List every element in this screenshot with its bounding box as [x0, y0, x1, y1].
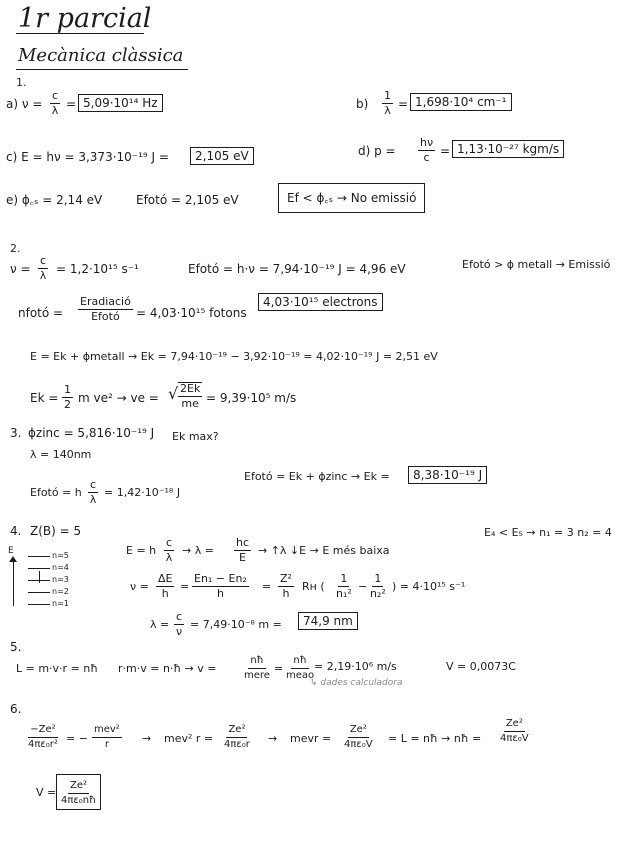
p4-energy-axis: [13, 562, 14, 606]
p5-l-line: L = m·v·r = nħ: [16, 662, 98, 675]
p4-energy-fraction-1: [164, 537, 174, 564]
p4-energy-fraction-2: [234, 537, 251, 564]
p4-nu-fraction-2: [192, 573, 249, 600]
p3-ek-max: Ek max?: [172, 430, 219, 443]
p4-nu-fraction-5-den: n₂²: [370, 587, 386, 600]
p1b-result-box: 1,698·10⁴ cm⁻¹: [410, 93, 512, 111]
p5-v-value: = 2,19·10⁶ m/s: [314, 660, 397, 673]
title-underline: [16, 33, 144, 34]
p4-energy-c: → ↑λ ↓E → E més baixa: [258, 544, 390, 557]
problem-1-number: 1.: [16, 76, 27, 89]
p5-v-fraction-2-num: nħ: [291, 655, 308, 669]
p6-fraction-2-num: mev²: [92, 724, 122, 738]
p4-energy-fraction-1-den: λ: [165, 551, 173, 564]
p1d-fraction-den: c: [423, 151, 430, 164]
p2-nu-fraction-den: λ: [39, 269, 47, 282]
p2-nfoto-label: nfotó =: [18, 306, 64, 320]
p5-v-fraction-1-num: nħ: [248, 655, 265, 669]
p1b-fraction: [382, 90, 393, 117]
p4-nu-minus: −: [358, 580, 368, 593]
p1d-result-box: 1,13·10⁻²⁷ kgm/s: [452, 140, 564, 158]
p4-level-line-1: [28, 604, 50, 605]
p4-nu-equals-1: =: [180, 580, 190, 593]
p4-transition-arrow: [39, 571, 40, 583]
p1a-fraction-num: c: [52, 89, 59, 102]
p1a-fraction: [50, 90, 60, 117]
section-title: Mecànica clàssica: [18, 45, 184, 66]
p1a-fraction-den: λ: [51, 104, 59, 117]
p1e-result-box: Ef < ϕ꜀ₛ → No emissió: [278, 183, 425, 213]
p6-arrow-1: →: [142, 732, 152, 745]
p1d-fraction: [418, 137, 435, 164]
p2-nfoto-fraction-den: Efotó: [91, 310, 120, 323]
p4-level-line-2: [28, 592, 50, 593]
page-title: 1r parcial: [18, 3, 152, 34]
problem-6-number: 6.: [10, 702, 22, 716]
p6-mevr: mevr =: [290, 732, 332, 745]
p6-v-fraction-den: 4πε₀nħ: [61, 795, 97, 806]
p4-lambda-result-box: 74,9 nm: [298, 612, 358, 630]
p2-nfoto-result-box: 4,03·10¹⁵ electrons: [258, 293, 383, 311]
p2-ek-rest: m ve² → ve =: [78, 391, 159, 405]
p1a-label: a) ν =: [6, 97, 43, 111]
p1d-label: d) p =: [358, 144, 396, 158]
p4-nu-fraction-1-den: h: [161, 587, 169, 600]
p4-nu-result: ) = 4·10¹⁵ s⁻¹: [392, 580, 466, 593]
p6-fraction-2-den: r: [104, 739, 109, 750]
p6-mid: mev² r =: [164, 732, 214, 745]
p4-lambda-fraction-num: c: [176, 610, 183, 623]
p6-fraction-1-num: −Ze²: [28, 724, 57, 738]
p6-fraction-3-num: Ze²: [226, 724, 247, 738]
p4-z-line: Z(B) = 5: [30, 524, 82, 538]
p5-v-fraction-1-den: mere: [244, 670, 270, 681]
p6-fraction-1-den: 4πε₀r²: [28, 739, 58, 750]
p4-level-line-4: [28, 568, 50, 569]
p5-v-fraction-1: [244, 655, 270, 682]
p2-energy-balance: E = Ek + ϕmetall → Ek = 7,94·10⁻¹⁹ − 3,92·10⁻¹⁹ = 4,02·10⁻¹⁹ J = 2,51 eV: [30, 350, 438, 363]
p3-efoto-value: = 1,42·10⁻¹⁸ J: [104, 486, 181, 499]
p1d-equals: =: [440, 144, 451, 158]
p6-fraction-4-num: Ze²: [348, 724, 369, 738]
p6-tail: = L = nħ → nħ =: [388, 732, 482, 745]
p4-level-line-5: [28, 556, 50, 557]
problem-3-number: 3.: [10, 426, 22, 440]
p2-ve-fraction-den: me: [181, 397, 199, 410]
p1b-label: b): [356, 97, 369, 111]
p4-level-label-2: n=2: [52, 587, 69, 596]
problem-2-number: 2.: [10, 242, 21, 255]
p1b-equals: =: [398, 97, 409, 111]
p3-efoto-fraction-num: c: [90, 478, 97, 491]
p3-result-box: 8,38·10⁻¹⁹ J: [408, 466, 487, 484]
p2-ve-fraction: [178, 382, 202, 410]
p1c-result-box: 2,105 eV: [190, 147, 254, 165]
p4-level-label-3: n=3: [52, 575, 69, 584]
p3-efoto-label: Efotó = h: [30, 486, 82, 499]
p3-efoto-fraction-den: λ: [89, 493, 97, 506]
p2-nfoto-value: = 4,03·10¹⁵ fotons: [136, 306, 247, 320]
p6-equals-minus: = −: [66, 732, 88, 745]
p4-nu-fraction-3: [278, 573, 294, 600]
p2-nu-fraction: [38, 255, 48, 282]
p2-ek-fraction: [62, 384, 73, 411]
p2-ek-fraction-num: 1: [64, 383, 71, 396]
p6-fraction-5-den: 4πε₀V: [500, 733, 529, 744]
p6-v-fraction: [61, 780, 96, 807]
p1c-line: c) E = hν = 3,373·10⁻¹⁹ J =: [6, 150, 169, 164]
p4-lambda-label: λ =: [150, 618, 170, 631]
p4-nu-equals-2: =: [262, 580, 272, 593]
p4-nu-fraction-4-num: 1: [340, 572, 348, 585]
section-underline: [16, 69, 188, 70]
p5-v-over-c: V = 0,0073C: [446, 660, 516, 673]
p1b-fraction-num: 1: [384, 89, 391, 102]
p3-phi-line: ϕzinc = 5,816·10⁻¹⁹ J: [28, 426, 155, 440]
p2-ek-label: Ek =: [30, 391, 59, 405]
p4-energy-b: → λ =: [182, 544, 214, 557]
p5-v-fraction-2-den: meao: [286, 670, 315, 681]
p6-fraction-1: [28, 724, 58, 751]
p4-nu-fraction-3-den: h: [282, 587, 290, 600]
p4-nu-fraction-4: [336, 573, 352, 600]
p4-condition: E₄ < E₅ → n₁ = 3 n₂ = 4: [484, 526, 612, 539]
p4-lambda-fraction-den: ν: [175, 625, 183, 638]
p4-level-label-5: n=5: [52, 551, 69, 560]
p3-lambda-line: λ = 140nm: [30, 448, 92, 461]
p2-nu-label: ν =: [10, 262, 31, 276]
p4-energy-fraction-1-num: c: [166, 536, 173, 549]
p2-ve-value: = 9,39·10⁵ m/s: [206, 391, 297, 405]
p1d-fraction-num: hν: [420, 136, 434, 149]
p6-fraction-2: [92, 724, 122, 751]
p4-energy-axis-label: E: [8, 546, 14, 556]
arrow-up-icon: [9, 556, 17, 562]
p4-nu-fraction-1-num: ΔE: [158, 572, 173, 585]
p6-v-result-box: [56, 774, 101, 810]
p1a-result-box: 5,09·10¹⁴ Hz: [78, 94, 163, 112]
p2-efoto-condition: Efotó > ϕ metall → Emissió: [462, 258, 611, 271]
p4-lambda-value: = 7,49·10⁻⁸ m =: [190, 618, 282, 631]
p4-energy-a: E = h: [126, 544, 157, 557]
p6-fraction-5-num: Ze²: [504, 718, 525, 732]
problem-4-number: 4.: [10, 524, 22, 538]
p1b-fraction-den: λ: [384, 104, 391, 117]
p4-nu-fraction-1: [156, 573, 174, 600]
p2-ve-fraction-num: 2Ek: [180, 382, 201, 395]
p5-calculator-note: ↳ dades calculadora: [310, 678, 403, 688]
p4-nu-label: ν =: [130, 580, 149, 593]
p1e-efoto: Efotó = 2,105 eV: [136, 193, 239, 207]
p2-nu-fraction-num: c: [40, 254, 47, 267]
p2-nu-value: = 1,2·10¹⁵ s⁻¹: [56, 262, 139, 276]
p1a-equals: =: [66, 97, 77, 111]
p6-v-label: V =: [36, 786, 57, 799]
p5-r-line: r·m·v = n·ħ → v =: [118, 662, 217, 675]
p4-energy-fraction-2-num: hc: [236, 536, 250, 549]
p4-level-label-4: n=4: [52, 563, 69, 572]
p4-nu-fraction-3-num: Z²: [280, 572, 292, 585]
p2-ek-fraction-den: 2: [64, 398, 71, 411]
p4-nu-fraction-4-den: n₁²: [336, 587, 352, 600]
sqrt-icon: √: [168, 384, 179, 403]
p4-lambda-fraction: [174, 611, 184, 638]
p6-fraction-4: [344, 724, 373, 751]
problem-5-number: 5.: [10, 640, 22, 654]
p3-energy-balance: Efotó = Ek + ϕzinc → Ek =: [244, 470, 390, 483]
p4-nu-fraction-2-num: En₁ − En₂: [194, 572, 247, 585]
p4-nu-rh: Rн (: [302, 580, 325, 593]
p1e-line: e) ϕ꜀ₛ = 2,14 eV: [6, 193, 103, 207]
p5-v-equals: =: [274, 662, 284, 675]
p3-efoto-fraction: [88, 479, 98, 506]
p6-fraction-5: [500, 718, 529, 745]
p2-nfoto-fraction: [78, 296, 133, 323]
p4-nu-fraction-5-num: 1: [374, 572, 382, 585]
p6-arrow-2: →: [268, 732, 278, 745]
p6-fraction-4-den: 4πε₀V: [344, 739, 373, 750]
p6-v-fraction-num: Ze²: [68, 780, 89, 794]
p2-efoto-line: Efotó = h·ν = 7,94·10⁻¹⁹ J = 4,96 eV: [188, 262, 406, 276]
p2-nfoto-fraction-num: Eradiació: [80, 295, 131, 308]
p4-energy-fraction-2-den: E: [239, 551, 246, 564]
p4-nu-fraction-2-den: h: [216, 587, 224, 600]
p4-level-label-1: n=1: [52, 599, 69, 608]
p6-fraction-3: [224, 724, 250, 751]
p6-fraction-3-den: 4πε₀r: [224, 739, 250, 750]
p4-nu-fraction-5: [370, 573, 386, 600]
